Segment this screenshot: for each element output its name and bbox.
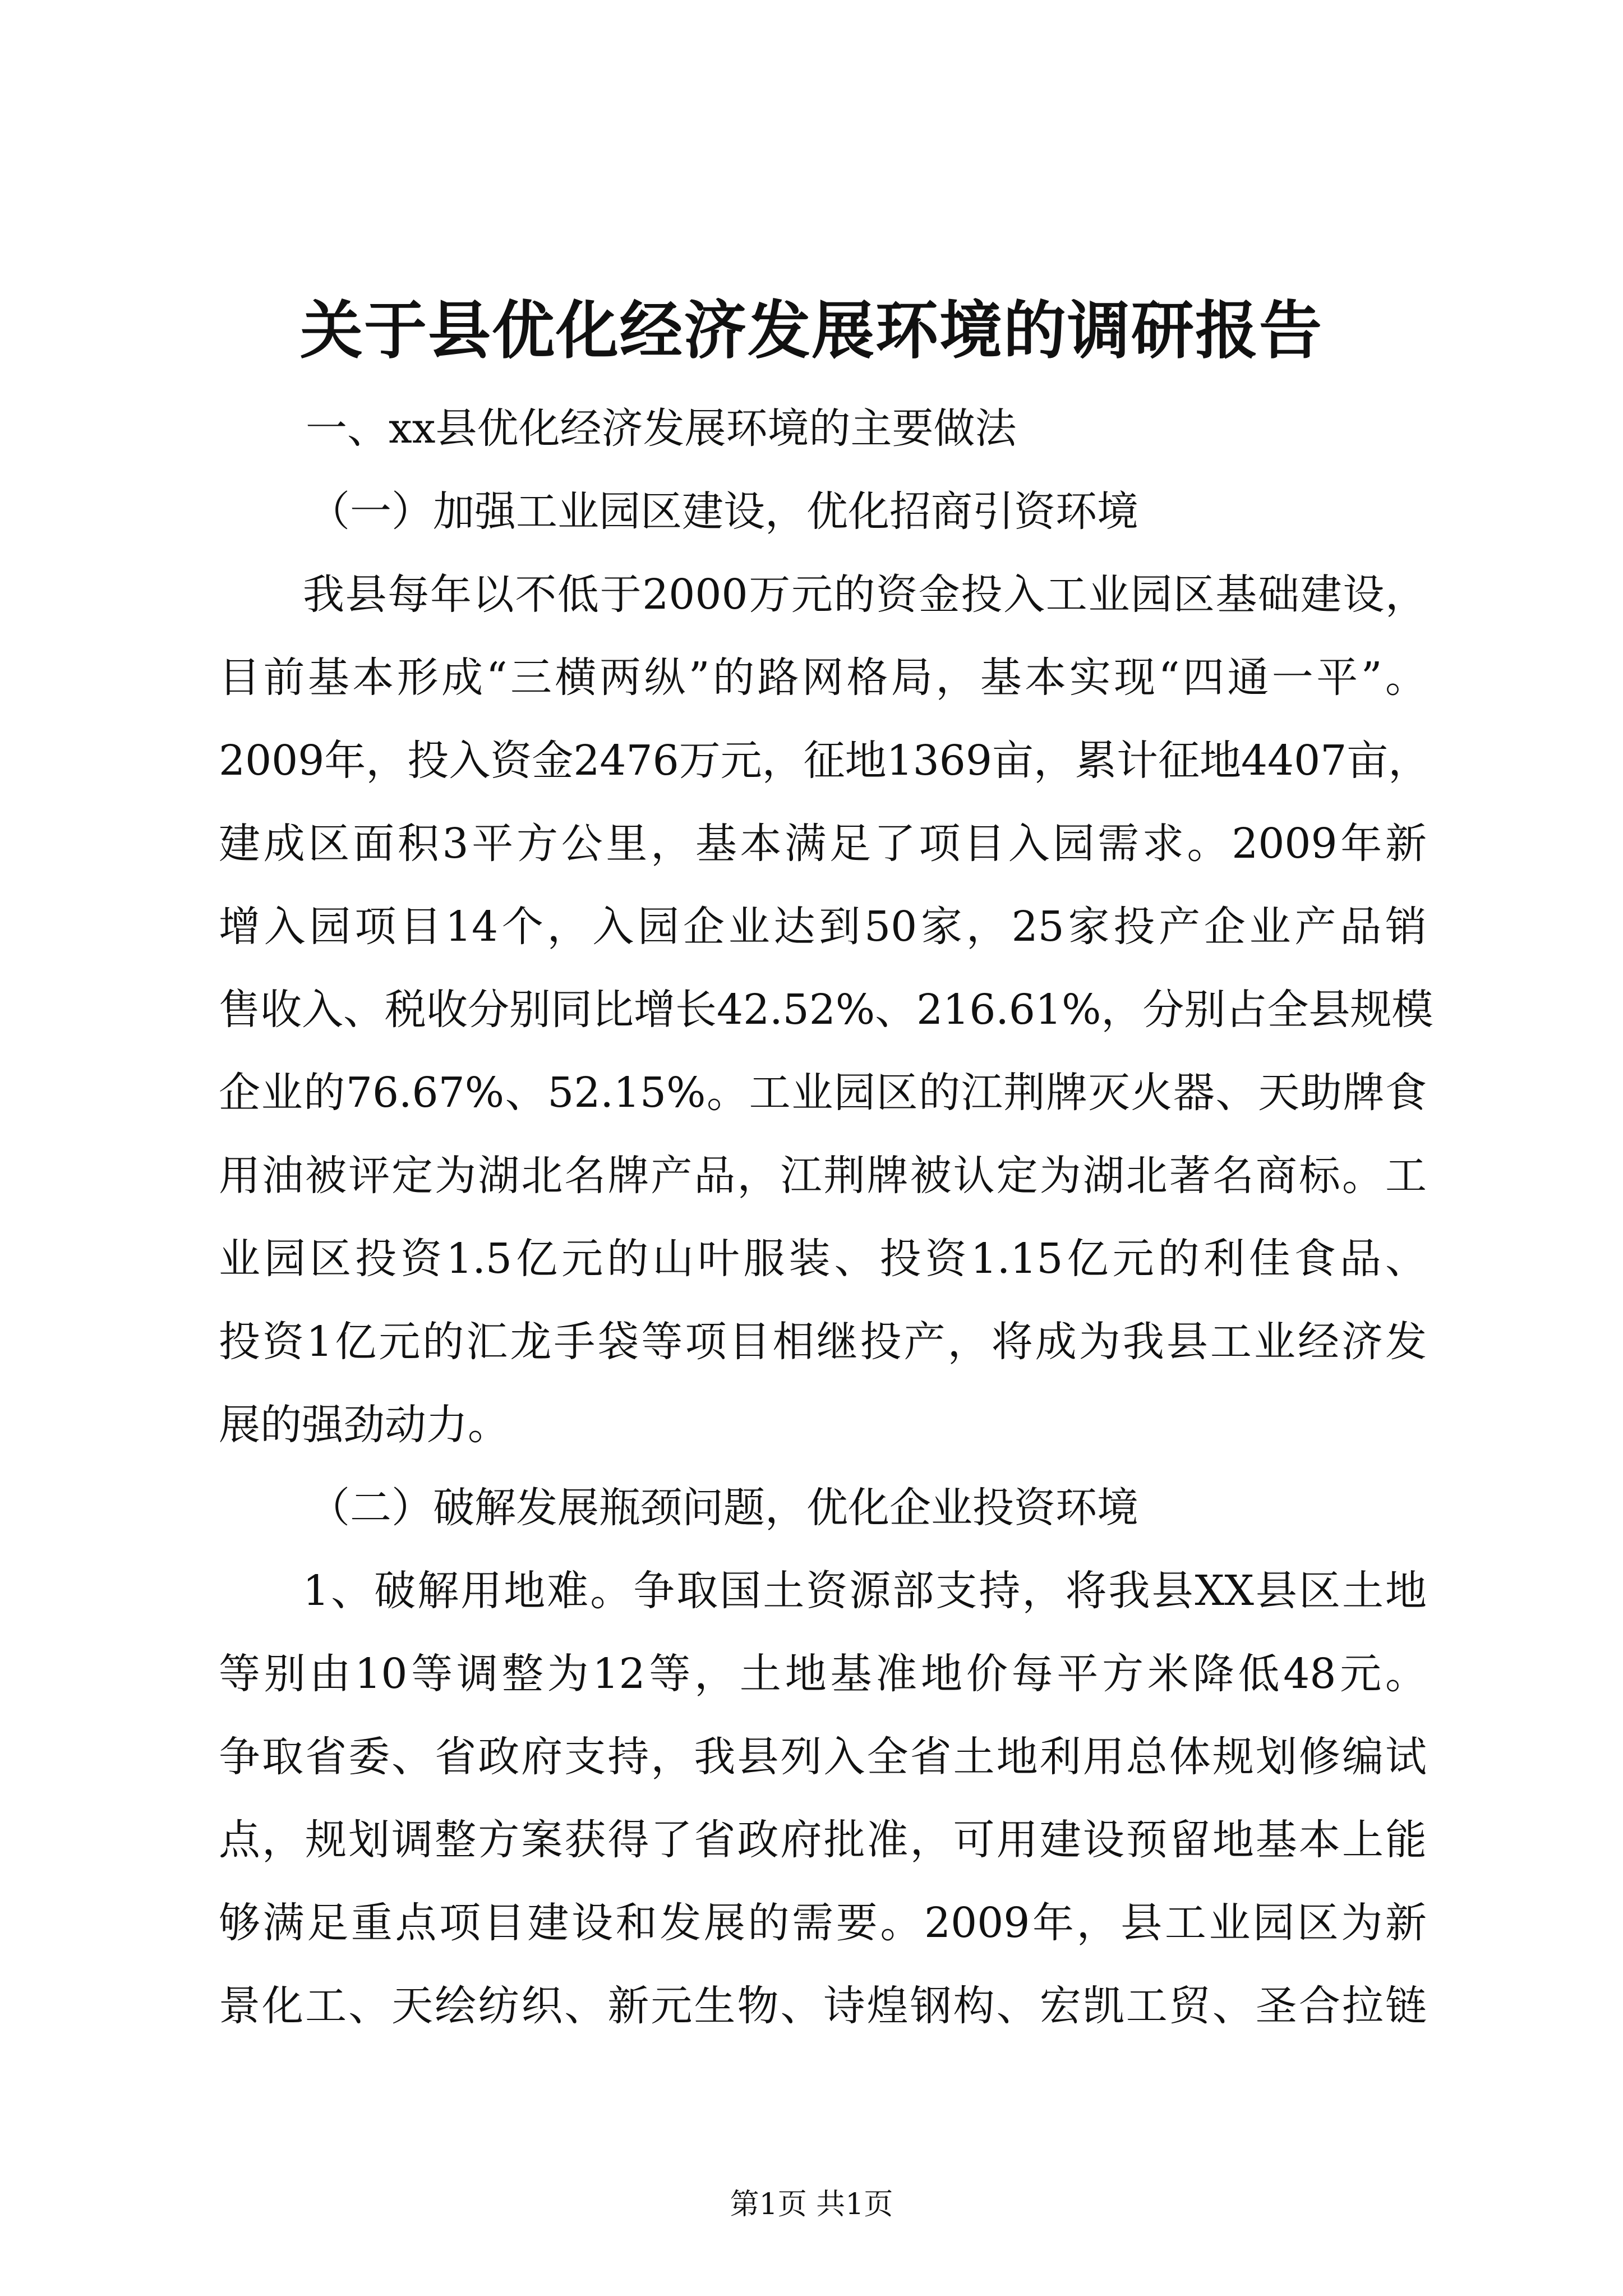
paragraph-line: 展的强劲动力。	[219, 1401, 509, 1449]
document-title: 关于县优化经济发展环境的调研报告	[300, 294, 1323, 367]
paragraph-line: 争取省委、省政府支持，我县列入全省土地利用总体规划修编试	[219, 1733, 1427, 1781]
paragraph-line: 2009年，投入资金2476万元，征地1369亩，累计征地4407亩，	[219, 737, 1430, 785]
paragraph-line: 增入园项目14个，入园企业达到50家，25家投产企业产品销	[219, 903, 1427, 951]
subsection-heading: （二）破解发展瓶颈问题，优化企业投资环境	[308, 1484, 1138, 1532]
page-footer: 第1页 共1页	[730, 2188, 893, 2221]
paragraph-line: 投资1亿元的汇龙手袋等项目相继投产，将成为我县工业经济发	[219, 1318, 1427, 1366]
paragraph-line: 我县每年以不低于2000万元的资金投入工业园区基础建设，	[303, 570, 1427, 619]
paragraph-line: 景化工、天绘纺织、新元生物、诗煌钢构、宏凯工贸、圣合拉链	[219, 1982, 1427, 2030]
paragraph-line: 用油被评定为湖北名牌产品，江荆牌被认定为湖北著名商标。工	[219, 1152, 1427, 1200]
paragraph-line: 企业的76.67%、52.15%。工业园区的江荆牌灭火器、天助牌食	[219, 1069, 1427, 1117]
paragraph-line: 售收入、税收分别同比增长42.52%、216.61%，分别占全县规模	[219, 986, 1433, 1034]
paragraph-line: 建成区面积3平方公里，基本满足了项目入园需求。2009年新	[219, 820, 1427, 868]
section-heading: 一、xx县优化经济发展环境的主要做法	[306, 404, 1017, 453]
paragraph-line: 点，规划调整方案获得了省政府批准，可用建设预留地基本上能	[219, 1816, 1427, 1864]
paragraph-line: 业园区投资1.5亿元的山叶服装、投资1.15亿元的利佳食品、	[219, 1235, 1427, 1283]
paragraph-line: 够满足重点项目建设和发展的需要。2009年，县工业园区为新	[219, 1899, 1427, 1947]
paragraph-line: 1、破解用地难。争取国土资源部支持，将我县XX县区土地	[303, 1567, 1427, 1615]
paragraph-line: 等别由10等调整为12等，土地基准地价每平方米降低48元。	[219, 1650, 1427, 1698]
paragraph-line: 目前基本形成“三横两纵”的路网格局，基本实现“四通一平”。	[219, 654, 1427, 702]
subsection-heading: （一）加强工业园区建设，优化招商引资环境	[308, 487, 1138, 536]
